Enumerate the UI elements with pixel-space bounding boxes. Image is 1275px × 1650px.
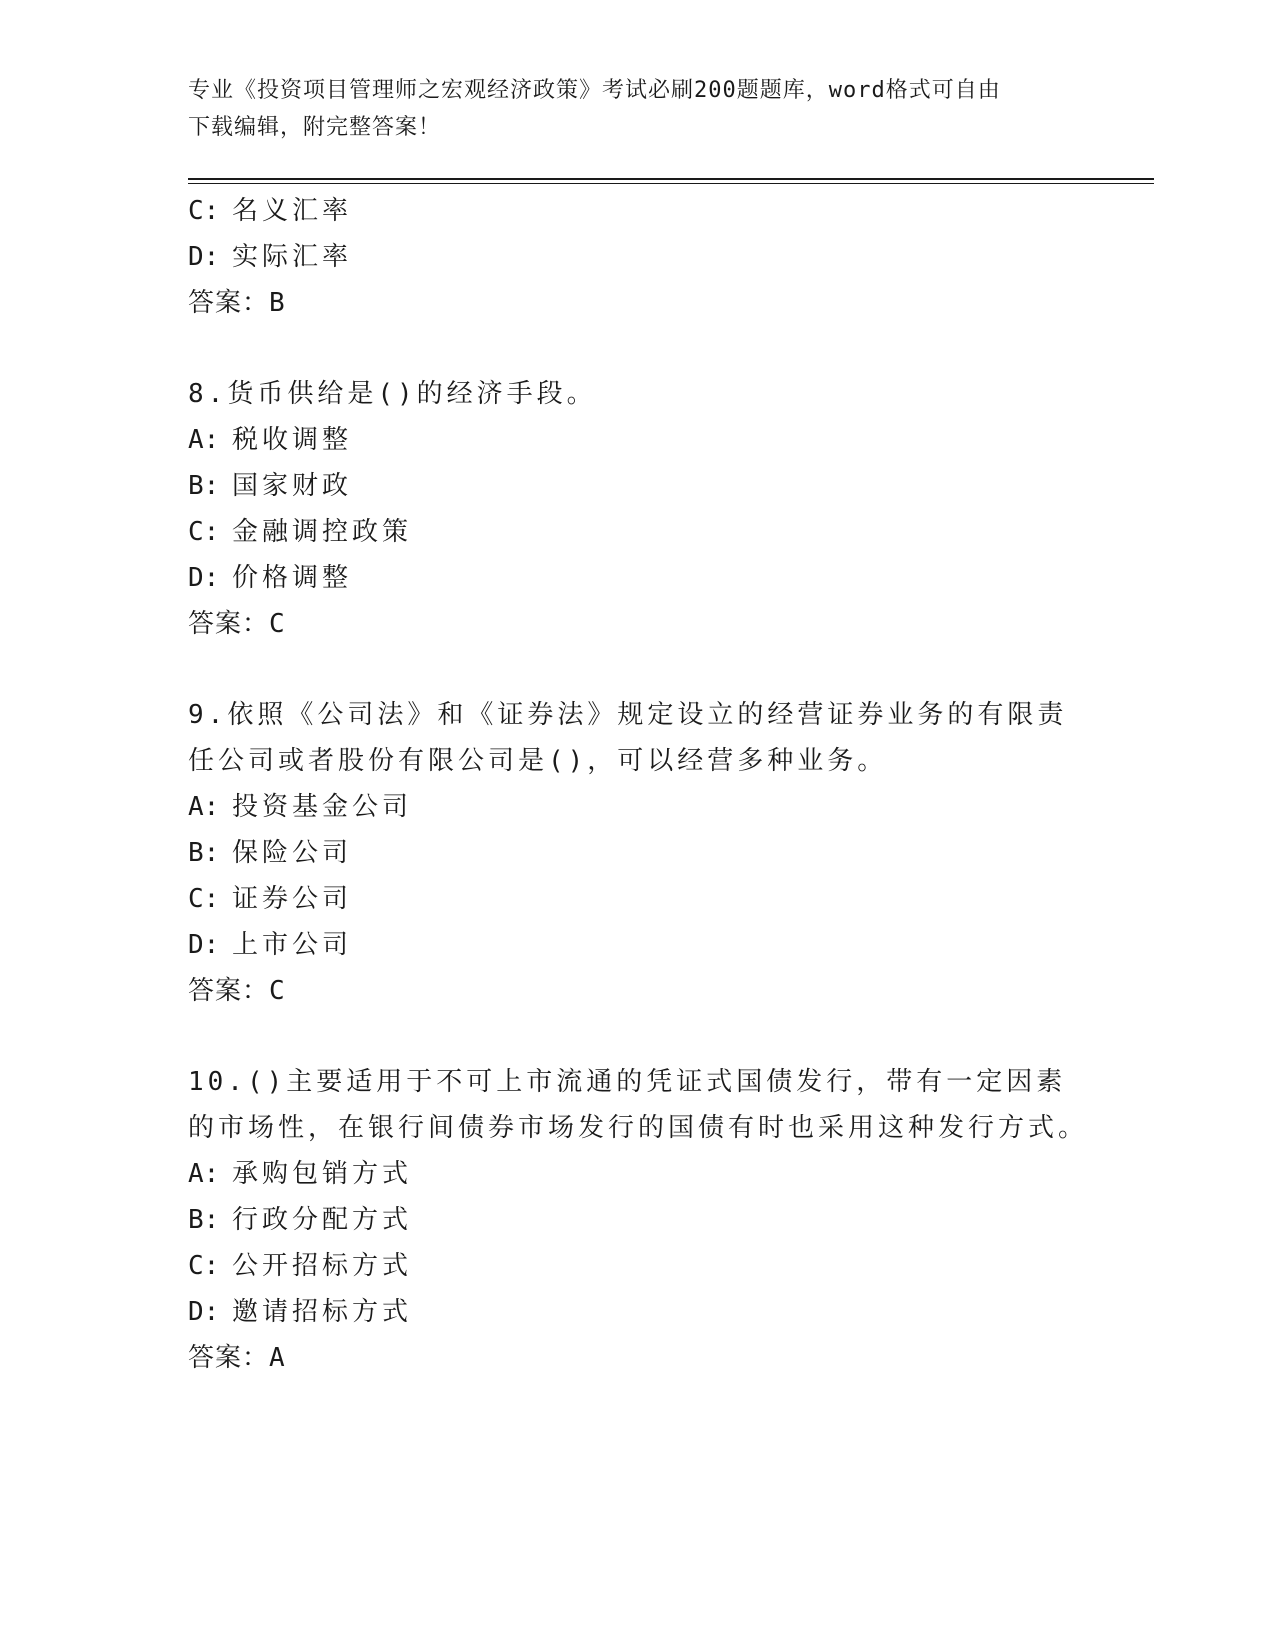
option-text: 保险公司 — [232, 838, 353, 868]
option-text: 价格调整 — [232, 563, 353, 593]
option-key: B: — [188, 838, 220, 868]
question-text — [188, 1059, 1088, 1151]
option-key: C: — [188, 517, 220, 547]
question-list — [188, 188, 1088, 1381]
option-text: 承购包销方式 — [232, 1159, 413, 1189]
option-row — [188, 509, 1088, 555]
option-key: B: — [188, 1205, 220, 1235]
question-stem: ()主要适用于不可上市流通的凭证式国债发行，带有一定因素的市场性，在银行间债券市场发行的国债有时也采用这种发行方式。 — [188, 1067, 1089, 1143]
answer-value: C — [269, 976, 286, 1006]
option-text: 名义汇率 — [232, 196, 353, 226]
option-text: 公开招标方式 — [232, 1251, 413, 1281]
option-row — [188, 1151, 1088, 1197]
option-row — [188, 234, 1088, 280]
option-text: 投资基金公司 — [232, 792, 413, 822]
option-text: 邀请招标方式 — [232, 1297, 413, 1327]
option-key: D: — [188, 930, 220, 960]
option-text: 金融调控政策 — [232, 517, 413, 547]
option-key: A: — [188, 792, 220, 822]
question-block — [188, 1059, 1088, 1381]
option-text: 上市公司 — [232, 930, 353, 960]
option-text: 国家财政 — [232, 471, 353, 501]
option-key: A: — [188, 1159, 220, 1189]
option-text: 证券公司 — [232, 884, 353, 914]
option-key: D: — [188, 1297, 220, 1327]
answer-value: B — [269, 288, 286, 318]
answer-value: C — [269, 609, 286, 639]
option-key: D: — [188, 563, 220, 593]
option-row — [188, 417, 1088, 463]
option-row — [188, 188, 1088, 234]
answer-row — [188, 280, 1088, 326]
question-block — [188, 692, 1088, 1014]
option-row — [188, 876, 1088, 922]
option-text: 实际汇率 — [232, 242, 353, 272]
partial-question — [188, 188, 1088, 326]
answer-row — [188, 968, 1088, 1014]
option-text: 行政分配方式 — [232, 1205, 413, 1235]
header-divider-thick — [188, 178, 1154, 180]
header-divider-thin — [188, 183, 1154, 184]
answer-row — [188, 601, 1088, 647]
option-key: C: — [188, 196, 220, 226]
option-text: 税收调整 — [232, 425, 353, 455]
option-row — [188, 1289, 1088, 1335]
option-row — [188, 1197, 1088, 1243]
option-key: D: — [188, 242, 220, 272]
question-block — [188, 371, 1088, 647]
question-number: 10. — [188, 1067, 247, 1097]
answer-label: 答案： — [188, 976, 270, 1006]
option-row — [188, 922, 1088, 968]
option-key: A: — [188, 425, 220, 455]
answer-label: 答案： — [188, 1343, 270, 1373]
answer-label: 答案： — [188, 288, 270, 318]
answer-label: 答案： — [188, 609, 270, 639]
question-number: 9. — [188, 700, 228, 730]
option-row — [188, 555, 1088, 601]
option-row — [188, 830, 1088, 876]
question-stem: 货币供给是()的经济手段。 — [227, 379, 597, 409]
option-key: B: — [188, 471, 220, 501]
answer-row — [188, 1335, 1088, 1381]
question-text — [188, 371, 1088, 417]
answer-value: A — [269, 1343, 286, 1373]
option-key: C: — [188, 884, 220, 914]
question-text — [188, 692, 1088, 784]
option-row — [188, 784, 1088, 830]
question-stem: 依照《公司法》和《证券法》规定设立的经营证券业务的有限责任公司或者股份有限公司是()，可以经营多种业务。 — [188, 700, 1068, 776]
question-number: 8. — [188, 379, 228, 409]
option-row — [188, 1243, 1088, 1289]
header-line-2: 下载编辑，附完整答案！ — [188, 115, 442, 140]
option-row — [188, 463, 1088, 509]
document-header — [188, 72, 1088, 146]
header-line-1: 专业《投资项目管理师之宏观经济政策》考试必刷200题题库，word格式可自由 — [188, 78, 1001, 103]
option-key: C: — [188, 1251, 220, 1281]
